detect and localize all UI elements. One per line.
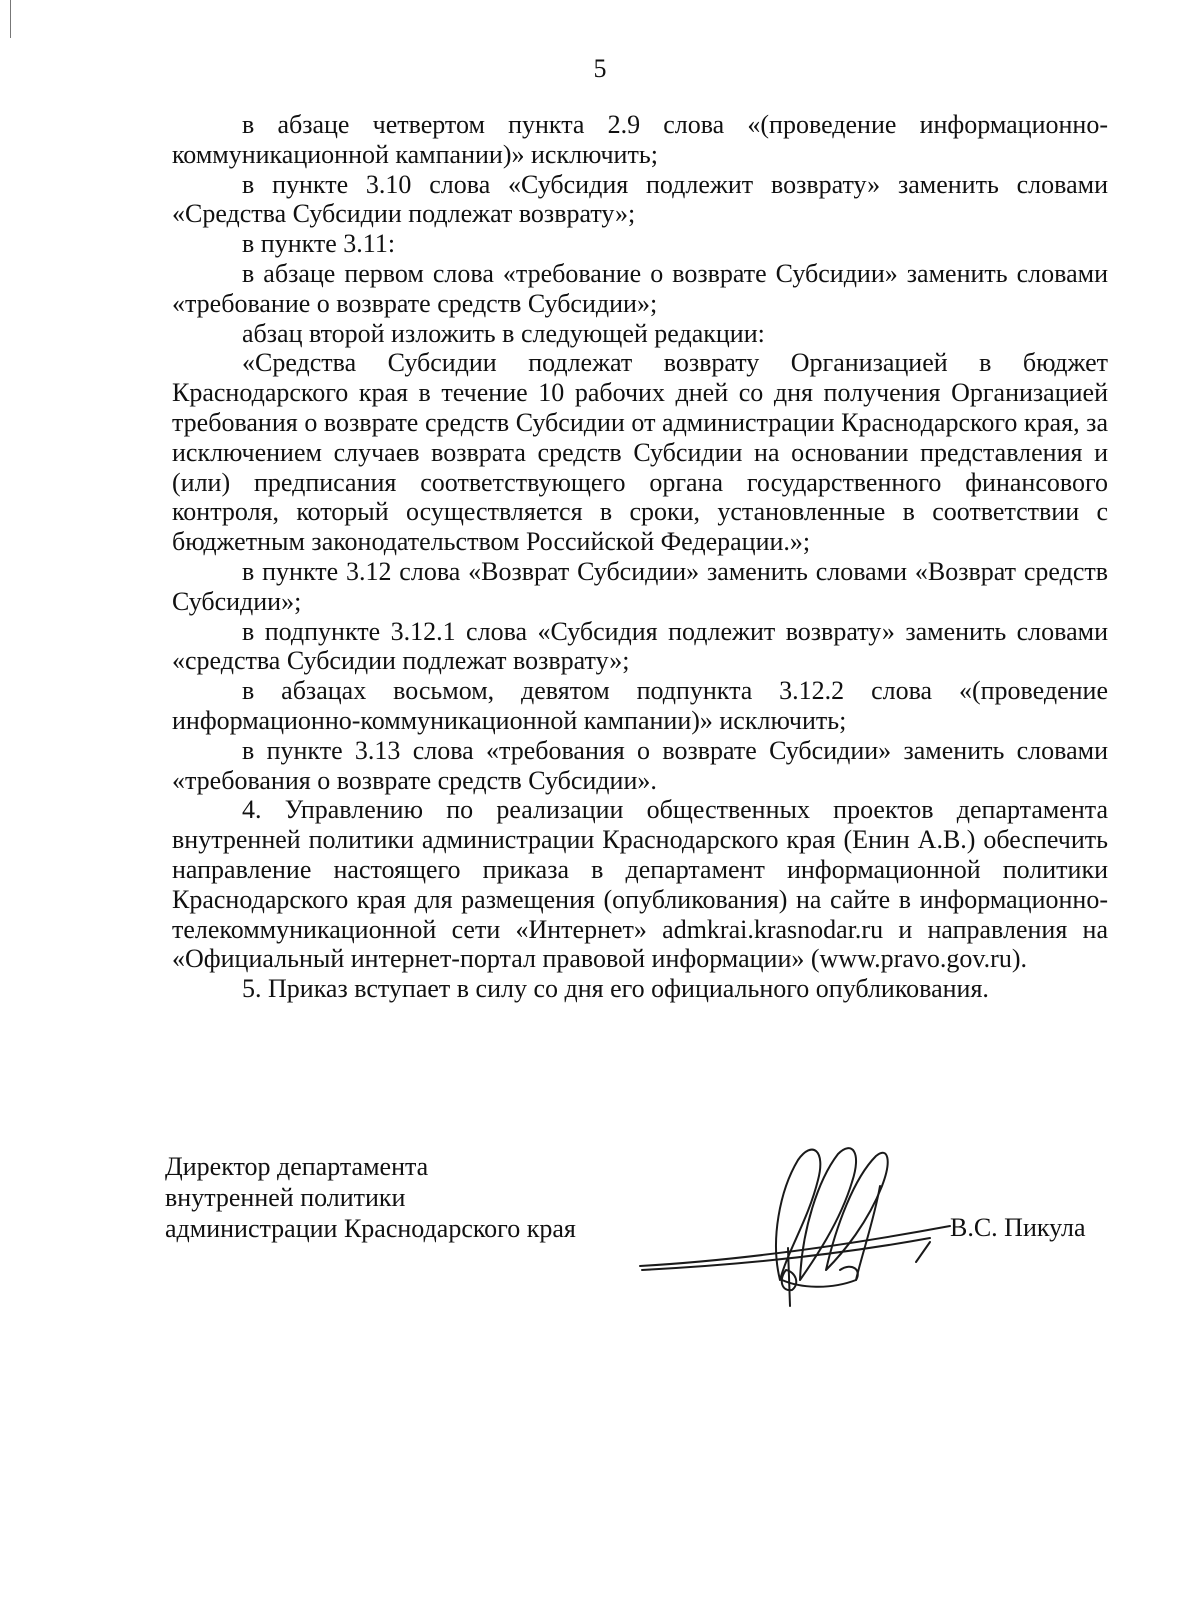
paragraph: в подпункте 3.12.1 слова «Субсидия подлежит возврату» заменить словами «средства Субсидии подлежат возврату»; — [172, 616, 1108, 676]
document-body — [172, 110, 1108, 1004]
paragraph: «Средства Субсидии подлежат возврату Организацией в бюджет Краснодарского края в течение 10 рабочих дней со дня получения Организацией требования о возврате средств Субсидии от администрации Краснодарского края, за исключением случаев возврата средств Субсидии на основании представления и (или) предписания соответствующего органа государственного финансового контроля, который осуществляется в сроки, установленные в соответствии с бюджетным законодательством Российской Федерации.»; — [172, 348, 1108, 557]
signatory-position-line: Директор департамента — [165, 1152, 429, 1181]
scan-edge-mark — [10, 0, 11, 38]
signatory-position-line: внутренней политики — [165, 1183, 406, 1212]
signatory-position — [165, 1151, 576, 1244]
paragraph: в пункте 3.11: — [242, 229, 396, 259]
handwritten-signature — [630, 1130, 960, 1310]
paragraph: абзац второй изложить в следующей редакции: — [242, 318, 765, 348]
signatory-position-line: администрации Краснодарского края — [165, 1214, 576, 1243]
paragraph: в пункте 3.10 слова «Субсидия подлежит возврату» заменить словами «Средства Субсидии подлежат возврату»; — [172, 169, 1108, 229]
paragraph: в пункте 3.13 слова «требования о возврате Субсидии» заменить словами «требования о возврате средств Субсидии». — [172, 735, 1108, 795]
paragraph: в абзаце первом слова «требование о возврате Субсидии» заменить словами «требование о возврате средств Субсидии»; — [172, 258, 1108, 318]
paragraph: 5. Приказ вступает в силу со дня его официального опубликования. — [242, 974, 989, 1004]
paragraph: в абзацах восьмом, девятом подпункта 3.12.2 слова «(проведение информационно-коммуникационной кампании)» исключить; — [172, 676, 1108, 735]
signer-name: В.С. Пикула — [950, 1213, 1086, 1242]
page-number: 5 — [593, 54, 607, 83]
paragraph: в абзаце четвертом пункта 2.9 слова «(проведение информационно-коммуникационной кампании)» исключить; — [172, 110, 1108, 169]
paragraph: 4. Управлению по реализации общественных проектов департамента внутренней политики администрации Краснодарского края (Енин А.В.) обеспечить направление настоящего приказа в департамент информационной политики Краснодарского края для размещения (опубликования) на сайте в информационно-телекоммуникационной сети «Интернет» admkrai.krasnodar.ru и направления на «Официальный интернет-портал правовой информации» (www.pravo.gov.ru). — [172, 795, 1108, 974]
paragraph: в пункте 3.12 слова «Возврат Субсидии» заменить словами «Возврат средств Субсидии»; — [172, 556, 1108, 616]
